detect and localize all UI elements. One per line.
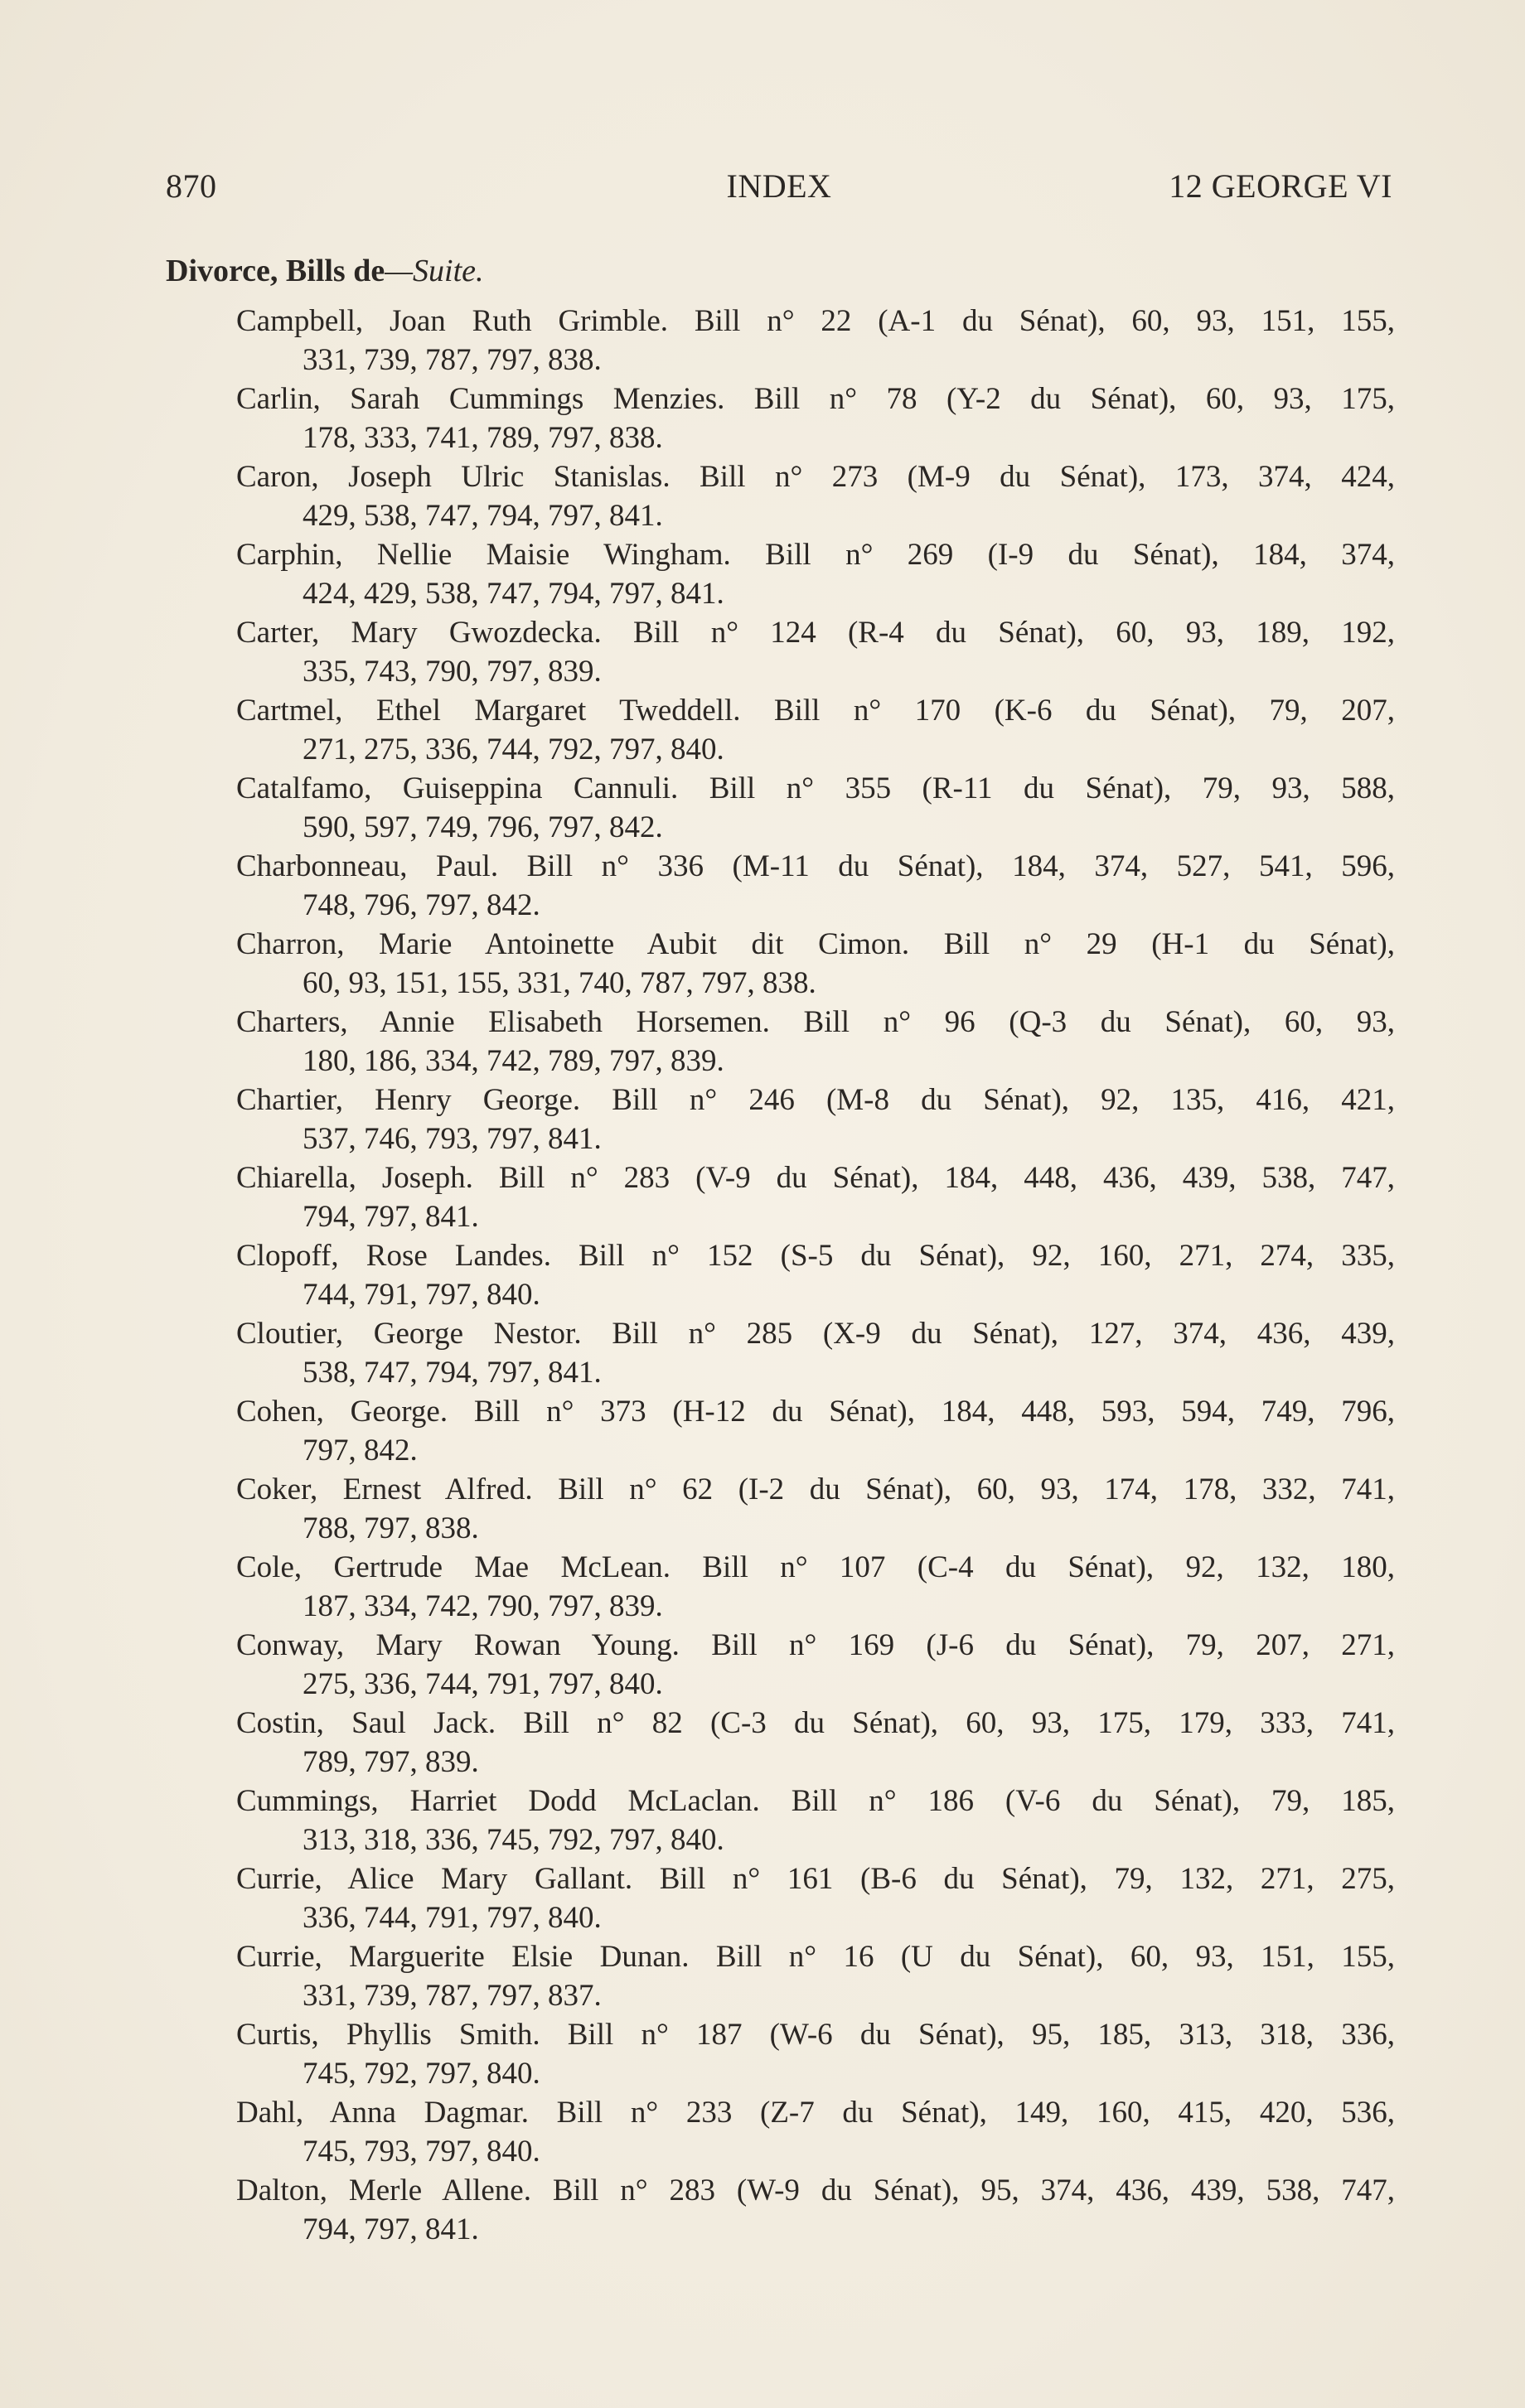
entry-line-1: Coker, Ernest Alfred. Bill n° 62 (I-2 du Sénat), 60, 93, 174, 178, 332, 741, <box>236 1472 1395 1506</box>
index-entry <box>236 1314 1395 1392</box>
entry-line-1: Cloutier, George Nestor. Bill n° 285 (X-9 du Sénat), 127, 374, 436, 439, <box>236 1317 1395 1351</box>
index-entry <box>236 457 1395 535</box>
entry-line-2: 794, 797, 841. <box>303 1200 479 1234</box>
index-entry <box>236 535 1395 613</box>
index-entry <box>236 380 1395 457</box>
entry-line-1: Currie, Marguerite Elsie Dunan. Bill n° 16 (U du Sénat), 60, 93, 151, 155, <box>236 1940 1395 1974</box>
index-entry <box>236 1392 1395 1470</box>
entry-line-1: Catalfamo, Guiseppina Cannuli. Bill n° 355 (R-11 du Sénat), 79, 93, 588, <box>236 771 1395 805</box>
index-entry <box>236 613 1395 691</box>
entry-line-2: 797, 842. <box>303 1434 418 1468</box>
section-heading-text: Divorce, Bills de <box>166 254 385 288</box>
index-entry <box>236 1236 1395 1314</box>
entry-line-1: Dahl, Anna Dagmar. Bill n° 233 (Z-7 du Sénat), 149, 160, 415, 420, 536, <box>236 2096 1395 2130</box>
index-entry <box>236 1704 1395 1782</box>
index-entry <box>236 1937 1395 2015</box>
index-entry <box>236 2093 1395 2171</box>
entry-line-2: 313, 318, 336, 745, 792, 797, 840. <box>303 1823 724 1857</box>
entry-line-1: Cartmel, Ethel Margaret Tweddell. Bill n° 170 (K-6 du Sénat), 79, 207, <box>236 694 1395 728</box>
index-entry <box>236 2171 1395 2249</box>
entry-line-1: Carter, Mary Gwozdecka. Bill n° 124 (R-4 du Sénat), 60, 93, 189, 192, <box>236 616 1395 650</box>
index-entry <box>236 769 1395 847</box>
entry-line-2: 424, 429, 538, 747, 794, 797, 841. <box>303 577 724 611</box>
entry-line-1: Caron, Joseph Ulric Stanislas. Bill n° 273 (M-9 du Sénat), 173, 374, 424, <box>236 460 1395 494</box>
entry-line-1: Carphin, Nellie Maisie Wingham. Bill n° 269 (I-9 du Sénat), 184, 374, <box>236 538 1395 572</box>
index-entry <box>236 847 1395 925</box>
entry-line-1: Chartier, Henry George. Bill n° 246 (M-8 du Sénat), 92, 135, 416, 421, <box>236 1083 1395 1117</box>
index-entry <box>236 1470 1395 1548</box>
entry-line-1: Dalton, Merle Allene. Bill n° 283 (W-9 du Sénat), 95, 374, 436, 439, 538, 747, <box>236 2173 1395 2207</box>
index-entry <box>236 691 1395 769</box>
entry-line-2: 187, 334, 742, 790, 797, 839. <box>303 1589 663 1623</box>
running-header <box>166 164 1392 209</box>
section-continuation: —Suite. <box>385 254 484 288</box>
index-entry <box>236 1158 1395 1236</box>
header-title: INDEX <box>726 167 832 205</box>
index-entry <box>236 1548 1395 1626</box>
entry-line-2: 744, 791, 797, 840. <box>303 1278 540 1312</box>
section-heading <box>166 250 484 292</box>
entry-line-2: 745, 792, 797, 840. <box>303 2057 540 2091</box>
entry-line-2: 180, 186, 334, 742, 789, 797, 839. <box>303 1044 724 1078</box>
index-entry <box>236 1003 1395 1081</box>
index-entry <box>236 2015 1395 2093</box>
entry-line-2: 789, 797, 839. <box>303 1745 479 1779</box>
entry-line-2: 271, 275, 336, 744, 792, 797, 840. <box>303 733 724 766</box>
page-number: 870 <box>166 167 217 205</box>
index-entries <box>236 302 1395 2249</box>
entry-line-1: Cole, Gertrude Mae McLean. Bill n° 107 (C-4 du Sénat), 92, 132, 180, <box>236 1550 1395 1584</box>
entry-line-2: 748, 796, 797, 842. <box>303 888 540 922</box>
entry-line-2: 538, 747, 794, 797, 841. <box>303 1356 602 1390</box>
index-entry <box>236 1859 1395 1937</box>
index-entry <box>236 1782 1395 1859</box>
entry-line-2: 60, 93, 151, 155, 331, 740, 787, 797, 838. <box>303 966 816 1000</box>
entry-line-2: 336, 744, 791, 797, 840. <box>303 1901 602 1935</box>
entry-line-1: Curtis, Phyllis Smith. Bill n° 187 (W-6 du Sénat), 95, 185, 313, 318, 336, <box>236 2018 1395 2052</box>
header-reign: 12 GEORGE VI <box>1169 167 1392 205</box>
entry-line-2: 178, 333, 741, 789, 797, 838. <box>303 421 663 455</box>
entry-line-2: 335, 743, 790, 797, 839. <box>303 655 602 689</box>
entry-line-1: Charbonneau, Paul. Bill n° 336 (M-11 du Sénat), 184, 374, 527, 541, 596, <box>236 849 1395 883</box>
entry-line-1: Currie, Alice Mary Gallant. Bill n° 161 (B-6 du Sénat), 79, 132, 271, 275, <box>236 1862 1395 1896</box>
entry-line-2: 794, 797, 841. <box>303 2212 479 2246</box>
entry-line-2: 788, 797, 838. <box>303 1511 479 1545</box>
index-entry <box>236 925 1395 1003</box>
entry-line-1: Chiarella, Joseph. Bill n° 283 (V-9 du Sénat), 184, 448, 436, 439, 538, 747, <box>236 1161 1395 1195</box>
entry-line-1: Charters, Annie Elisabeth Horsemen. Bill n° 96 (Q-3 du Sénat), 60, 93, <box>236 1005 1395 1039</box>
entry-line-2: 331, 739, 787, 797, 838. <box>303 343 602 377</box>
entry-line-2: 331, 739, 787, 797, 837. <box>303 1979 602 2013</box>
entry-line-2: 429, 538, 747, 794, 797, 841. <box>303 499 663 533</box>
entry-line-1: Campbell, Joan Ruth Grimble. Bill n° 22 (A-1 du Sénat), 60, 93, 151, 155, <box>236 304 1395 338</box>
entry-line-1: Costin, Saul Jack. Bill n° 82 (C-3 du Sénat), 60, 93, 175, 179, 333, 741, <box>236 1706 1395 1740</box>
entry-line-1: Charron, Marie Antoinette Aubit dit Cimon. Bill n° 29 (H-1 du Sénat), <box>236 927 1395 961</box>
index-entry <box>236 1626 1395 1704</box>
entry-line-1: Cummings, Harriet Dodd McLaclan. Bill n° 186 (V-6 du Sénat), 79, 185, <box>236 1784 1395 1818</box>
entry-line-1: Clopoff, Rose Landes. Bill n° 152 (S-5 du Sénat), 92, 160, 271, 274, 335, <box>236 1239 1395 1273</box>
entry-line-2: 590, 597, 749, 796, 797, 842. <box>303 810 663 844</box>
entry-line-1: Carlin, Sarah Cummings Menzies. Bill n° 78 (Y-2 du Sénat), 60, 93, 175, <box>236 382 1395 416</box>
index-entry <box>236 302 1395 380</box>
entry-line-2: 537, 746, 793, 797, 841. <box>303 1122 602 1156</box>
entry-line-1: Conway, Mary Rowan Young. Bill n° 169 (J-6 du Sénat), 79, 207, 271, <box>236 1628 1395 1662</box>
entry-line-2: 275, 336, 744, 791, 797, 840. <box>303 1667 663 1701</box>
entry-line-2: 745, 793, 797, 840. <box>303 2135 540 2169</box>
index-entry <box>236 1081 1395 1158</box>
entry-line-1: Cohen, George. Bill n° 373 (H-12 du Sénat), 184, 448, 593, 594, 749, 796, <box>236 1395 1395 1429</box>
